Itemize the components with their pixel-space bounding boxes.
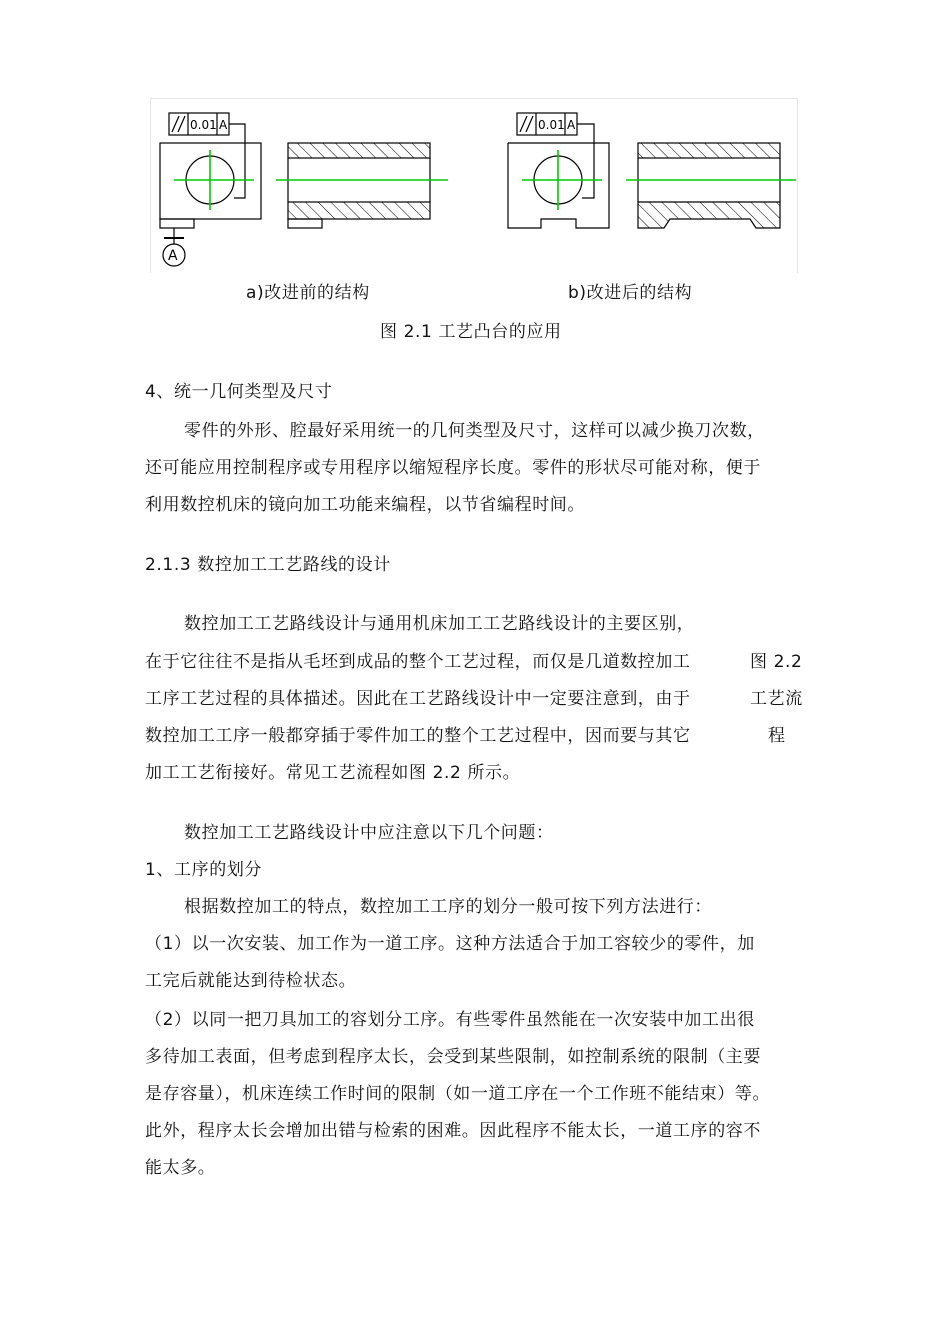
fcf-datum-a: A bbox=[219, 118, 228, 132]
section-213-line-4: 数控加工工序一般都穿插于零件加工的整个工艺过程中，因而要与其它 bbox=[145, 726, 691, 746]
section-4-line-1: 零件的外形、腔最好采用统一的几何类型及尺寸，这样可以减少换刀次数， bbox=[184, 421, 765, 441]
item-2-line-4: 此外，程序太长会增加出错与检索的困难。因此程序不能太长，一道工序的容不 bbox=[145, 1121, 761, 1141]
section-213-line-2: 在于它往往不是指从毛坯到成品的整个工艺过程，而仅是几道数控加工 bbox=[145, 652, 691, 672]
figure-2-1-drawing bbox=[150, 98, 796, 278]
side-note-3: 程 bbox=[768, 726, 786, 746]
item-1-line-2: 工完后就能达到待检状态。 bbox=[145, 971, 357, 991]
caption-b: b)改进后的结构 bbox=[568, 283, 693, 303]
fcf-value-a: 0.01 bbox=[190, 118, 217, 132]
side-note-2: 工艺流 bbox=[750, 689, 803, 709]
section-4-line-2: 还可能应用控制程序或专用程序以缩短程序长度。零件的形状尽可能对称，便于 bbox=[145, 458, 761, 478]
side-note-1: 图 2.2 bbox=[750, 652, 803, 672]
section-213-line-5: 加工工艺衔接好。常见工艺流程如图 2.2 所示。 bbox=[145, 763, 521, 783]
part-b-front-view bbox=[508, 113, 609, 228]
item-2-line-3: 是存容量），机床连续工作时间的限制（如一道工序在一个工作班不能结束）等。 bbox=[145, 1084, 771, 1104]
item-2-line-2: 多待加工表面，但考虑到程序太长，会受到某些限制，如控制系统的限制（主要 bbox=[145, 1047, 761, 1067]
section-4-line-3: 利用数控机床的镜向加工功能来编程，以节省编程时间。 bbox=[145, 495, 585, 515]
part-a-section-view bbox=[276, 143, 448, 228]
item-1-line-1: （1）以一次安装、加工作为一道工序。这种方法适合于加工容较少的零件，加 bbox=[145, 934, 755, 954]
fcf-datum-b: A bbox=[567, 118, 576, 132]
item-2-line-5: 能太多。 bbox=[145, 1158, 216, 1178]
fcf-value-b: 0.01 bbox=[538, 118, 565, 132]
issues-heading: 1、工序的划分 bbox=[145, 860, 263, 880]
part-b-section-view bbox=[626, 143, 796, 228]
section-213-heading: 2.1.3 数控加工工艺路线的设计 bbox=[145, 555, 391, 575]
item-2-line-1: （2）以同一把刀具加工的容划分工序。有些零件虽然能在一次安装中加工出很 bbox=[145, 1010, 755, 1030]
section-213-line-1: 数控加工工艺路线设计与通用机床加工工艺路线设计的主要区别， bbox=[184, 614, 695, 634]
issues-intro: 数控加工工艺路线设计中应注意以下几个问题： bbox=[184, 823, 554, 843]
section-213-line-3: 工序工艺过程的具体描述。因此在工艺路线设计中一定要注意到，由于 bbox=[145, 689, 691, 709]
section-4-heading: 4、统一几何类型及尺寸 bbox=[145, 382, 333, 402]
caption-a: a)改进前的结构 bbox=[246, 283, 370, 303]
part-a-front-view bbox=[160, 113, 261, 266]
issues-para: 根据数控加工的特点，数控加工工序的划分一般可按下列方法进行： bbox=[184, 897, 712, 917]
datum-circle-letter: A bbox=[168, 248, 178, 264]
figure-caption: 图 2.1 工艺凸台的应用 bbox=[380, 322, 562, 342]
